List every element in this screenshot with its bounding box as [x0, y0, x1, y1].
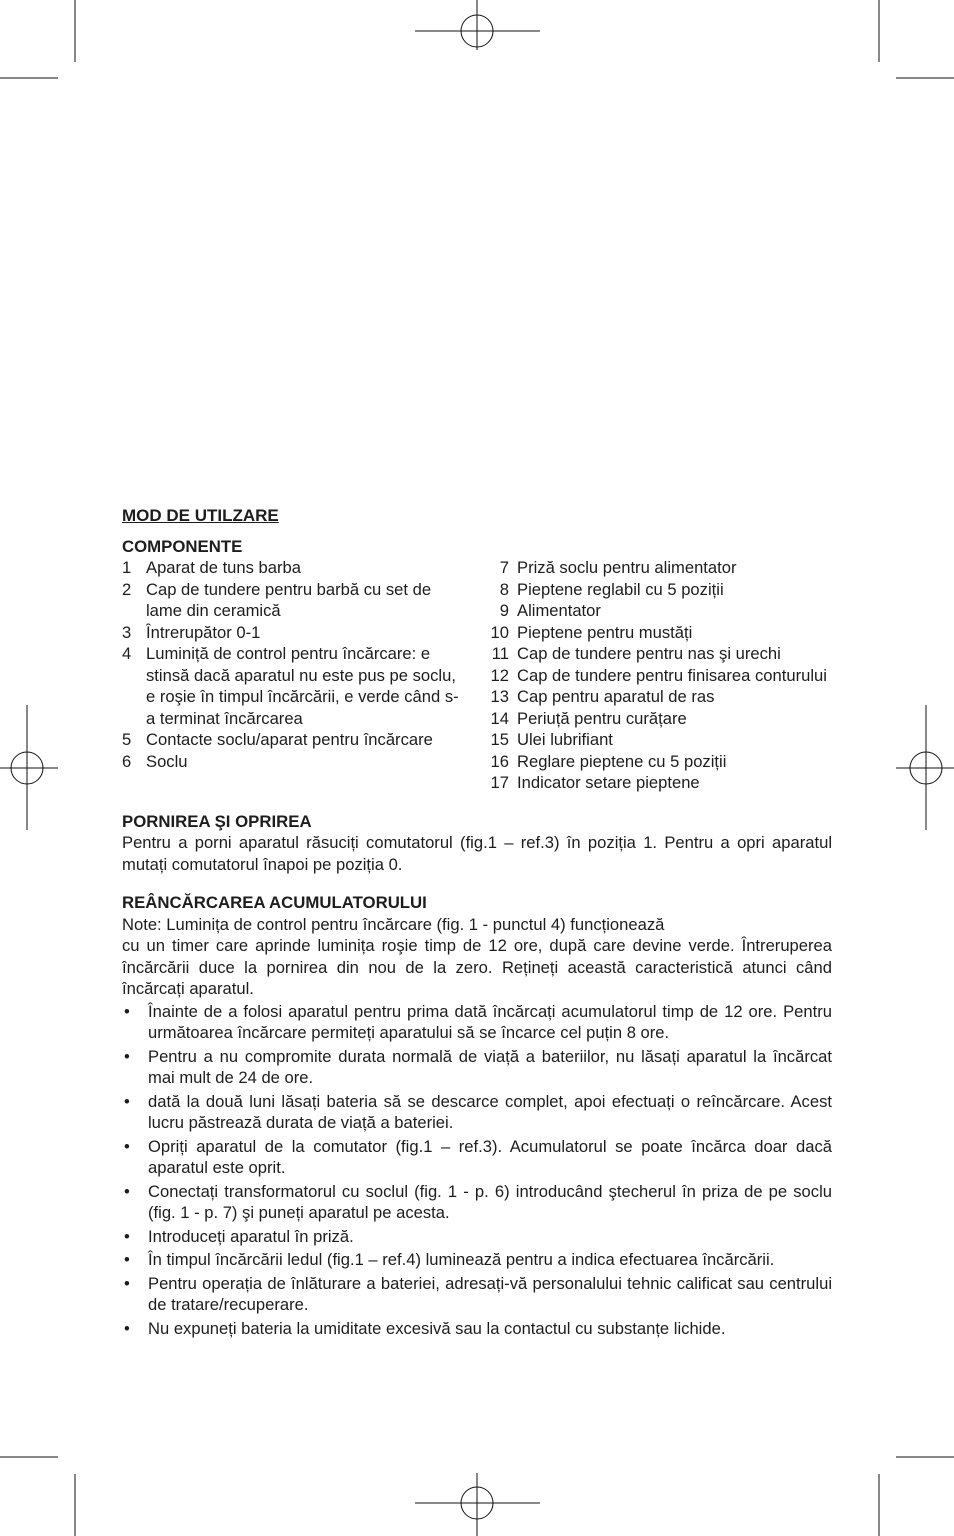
instructions-page — [122, 505, 832, 1339]
components-left-column — [122, 557, 467, 794]
list-item: 16 Reglare pieptene cu 5 poziții — [490, 751, 727, 771]
list-item: 7 Priză soclu pentru alimentator — [499, 558, 737, 577]
bullet-icon: • — [124, 1273, 130, 1293]
list-item: 2 Cap de tundere pentru barbă cu set de lame din ceramică — [122, 579, 432, 620]
list-item: 15 Ulei lubrifiant — [490, 730, 613, 749]
list-item: 11 Cap de tundere pentru nas şi urechi — [491, 644, 781, 663]
bullet-icon: • — [124, 1181, 130, 1201]
list-item: 13 Cap pentru aparatul de ras — [490, 687, 715, 706]
list-item: 4 Luminiță de control pentru încărcare: e stinsă dacă aparatul nu este pus pe soclu, e roşie în timpul încărcării, e verde când s-a terminat încărcarea — [122, 644, 459, 728]
list-item: 14 Periuță pentru curățare — [490, 708, 687, 728]
power-text: Pentru a porni aparatul răsuciți comutatorul (fig.1 – ref.3) în poziția 1. Pentru a opri aparatul mutați comutatorul înapoi pe poziția 0. — [122, 833, 832, 874]
charging-note-line1: Note: Luminița de control pentru încărcare (fig. 1 - punctul 4) funcționează — [122, 914, 665, 934]
list-item: • Opriți aparatul de la comutator (fig.1 – ref.3). Acumulatorul se poate încărca doar dacă aparatul este oprit. — [124, 1136, 832, 1177]
list-item: • Înainte de a folosi aparatul pentru prima dată încărcați acumulatorul timp de 12 ore. Pentru următoarea încărcare permiteți aparatului să se încarce cel puțin 8 ore. — [124, 1001, 832, 1042]
list-item: 17 Indicator setare pieptene — [490, 773, 700, 792]
charging-heading: REÂNCĂRCAREA ACUMULATORULUI — [122, 893, 427, 912]
list-item: • Introduceți aparatul în priză. — [124, 1226, 354, 1246]
list-item: 6 Soclu — [122, 751, 188, 771]
charging-section — [122, 892, 832, 1339]
components-right-column — [487, 557, 827, 794]
charging-bullets — [122, 1001, 832, 1340]
bullet-icon: • — [124, 1250, 130, 1269]
list-item: • În timpul încărcării ledul (fig.1 – ref.4) luminează pentru a indica efectuarea încărcării. — [124, 1250, 775, 1269]
list-item: 10 Pieptene pentru mustăți — [490, 622, 693, 642]
list-item: • Nu expuneți bateria la umiditate excesivă sau la contactul cu substanțe lichide. — [124, 1318, 726, 1338]
bullet-icon: • — [124, 1091, 130, 1111]
bullet-icon: • — [124, 1136, 130, 1156]
list-item: • Conectați transformatorul cu soclul (fig. 1 - p. 6) introducând ştecherul în priza de pe soclu (fig. 1 - p. 7) şi puneți aparatul pe acesta. — [124, 1181, 832, 1222]
list-item: 5 Contacte soclu/aparat pentru încărcare — [122, 730, 433, 749]
components-heading: COMPONENTE — [122, 536, 243, 556]
power-section — [122, 811, 832, 876]
document-title: MOD DE UTILZARE — [122, 506, 279, 525]
bullet-icon: • — [124, 1226, 130, 1246]
list-item: 3 Întrerupător 0-1 — [122, 622, 261, 642]
bullet-icon: • — [124, 1318, 130, 1338]
list-item: 1 Aparat de tuns barba — [122, 558, 301, 577]
list-item: • Pentru a nu compromite durata normală de viață a bateriilor, nu lăsați aparatul la încărcat mai mult de 24 de ore. — [124, 1046, 832, 1087]
list-item: 12 Cap de tundere pentru finisarea conturului — [490, 665, 827, 685]
bullet-icon: • — [124, 1001, 130, 1021]
list-item: • Pentru operația de înlăturare a bateriei, adresați-vă personalului tehnic calificat sau centrului de tratare/recuperare. — [124, 1273, 832, 1314]
bullet-icon: • — [124, 1046, 130, 1066]
list-item: 8 Pieptene reglabil cu 5 poziții — [499, 579, 724, 599]
list-item: • dată la două luni lăsați bateria să se descarce complet, apoi efectuați o reîncărcare. Acest lucru păstrează durata de viață a bateriei. — [124, 1091, 832, 1132]
charging-note-body: cu un timer care aprinde luminița roşie timp de 12 ore, după care devine verde. Întreruperea încărcării duce la pornirea din nou de la zero. Rețineți această caracteristică atunci când încărcați aparatul. — [122, 936, 832, 998]
power-heading: PORNIREA ŞI OPRIREA — [122, 811, 312, 831]
list-item: 9 Alimentator — [499, 601, 601, 620]
components-list — [122, 557, 832, 794]
